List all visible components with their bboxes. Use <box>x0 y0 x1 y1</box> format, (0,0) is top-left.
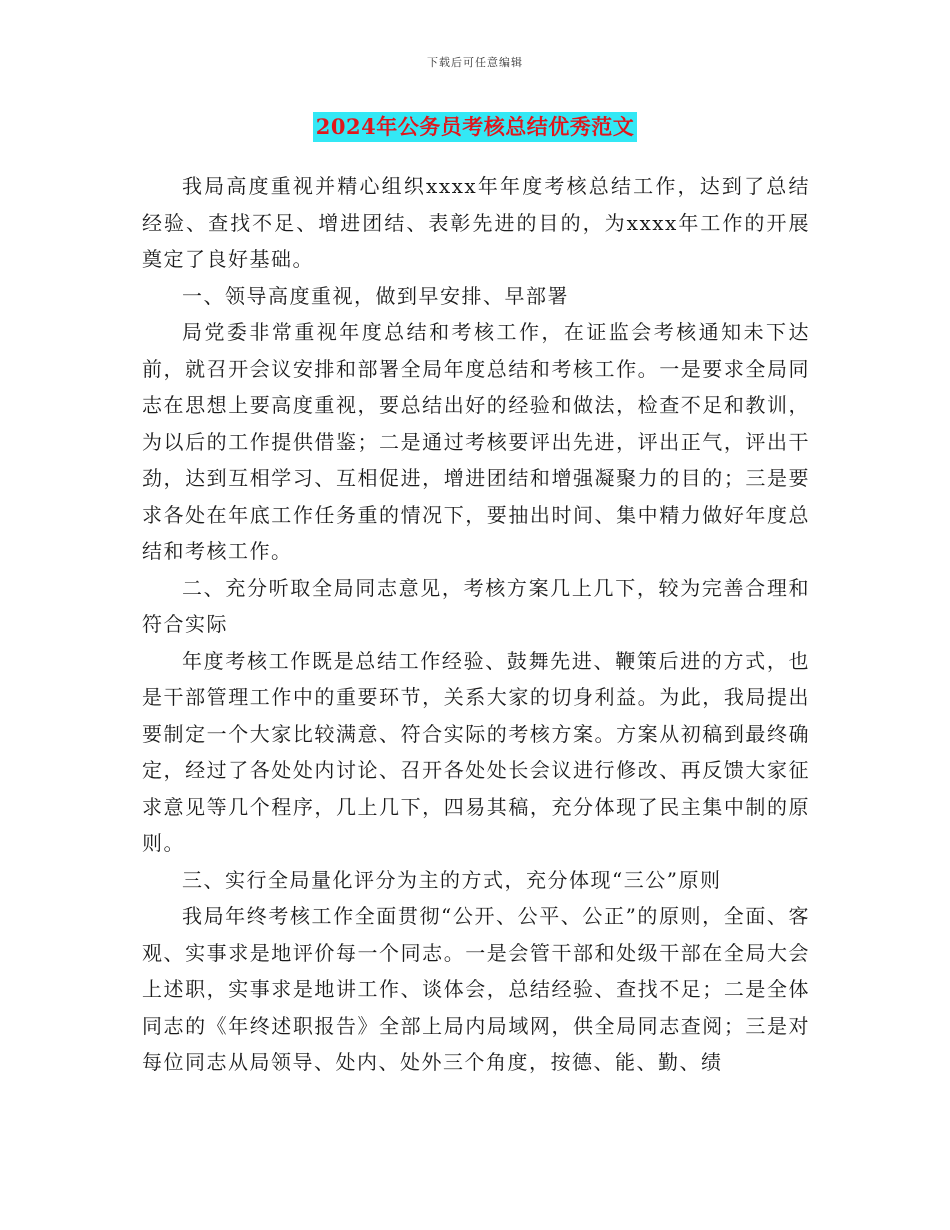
paragraph-section-3: 我局年终考核工作全面贯彻“公开、公平、公正”的原则，全面、客观、实事求是地评价每一个同志。一是会管干部和处级干部在全局大会上述职，实事求是地讲工作、谈体会，总结经验、查找不足；二是全体同志的《年终述职报告》全部上局内局域网，供全局同志查阅；三是对每位同志从局领导、处内、处外三个角度，按德、能、勤、绩 <box>142 904 810 1074</box>
paragraph-intro: 我局高度重视并精心组织xxxx年年度考核总结工作，达到了总结经验、查找不足、增进团结、表彰先进的目的，为xxxx年工作的开展奠定了良好基础。 <box>142 174 810 271</box>
paragraph-section-2: 年度考核工作既是总结工作经验、鼓舞先进、鞭策后进的方式，也是干部管理工作中的重要环节，关系大家的切身利益。为此，我局提出要制定一个大家比较满意、符合实际的考核方案。方案从初稿到最终确定，经过了各处处内讨论、召开各处处长会议进行修改、再反馈大家征求意见等几个程序，几上几下，四易其稿，充分体现了民主集中制的原则。 <box>142 648 810 855</box>
page-header-note: 下载后可任意编辑 <box>427 56 523 69</box>
paragraph-section-1: 局党委非常重视年度总结和考核工作，在证监会考核通知未下达前，就召开会议安排和部署全局年度总结和考核工作。一是要求全局同志在思想上要高度重视，要总结出好的经验和做法，检查不足和教训，为以后的工作提供借鉴；二是通过考核要评出先进，评出正气，评出干劲，达到互相学习、互相促进，增进团结和增强凝聚力的目的；三是要求各处在年底工作任务重的情况下，要抽出时间、集中精力做好年度总结和考核工作。 <box>142 320 810 563</box>
section-heading-1: 一、领导高度重视，做到早安排、早部署 <box>182 283 569 308</box>
title-container <box>0 112 950 142</box>
section-heading-3: 三、实行全局量化评分为主的方式，充分体现“三公”原则 <box>182 867 722 892</box>
document-title: 2024年公务员考核总结优秀范文 <box>313 112 637 142</box>
section-heading-2: 二、充分听取全局同志意见，考核方案几上几下，较为完善合理和符合实际 <box>142 575 810 636</box>
document-body <box>142 168 810 1081</box>
